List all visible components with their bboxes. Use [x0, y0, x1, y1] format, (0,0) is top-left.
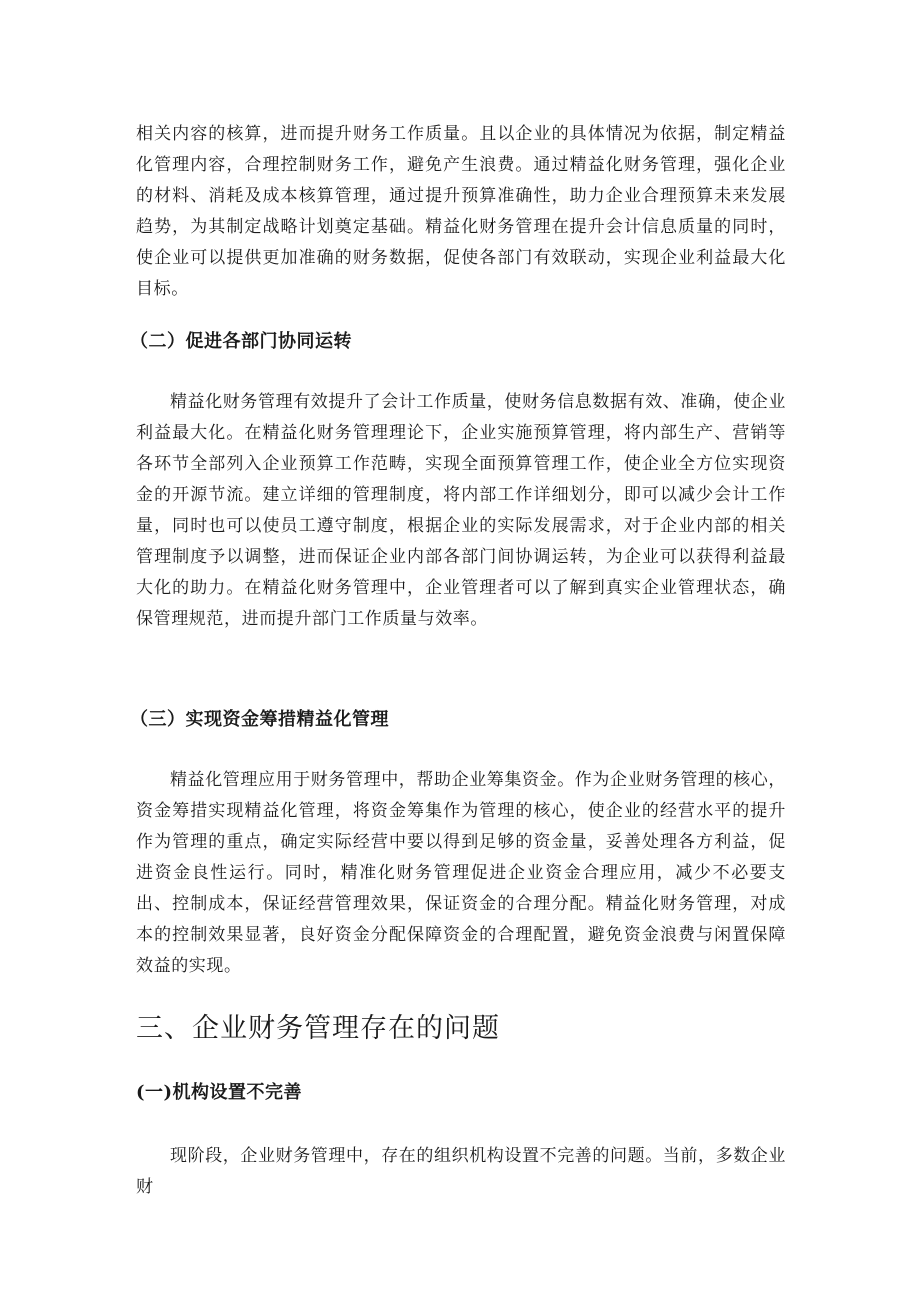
subheading-fund-raising: （三）实现资金筹措精益化管理: [130, 709, 389, 730]
paragraph-fund-raising: 精益化管理应用于财务管理中，帮助企业筹集资金。作为企业财务管理的核心，资金筹措实现精益化管理，将资金筹集作为管理的核心，使企业的经营水平的提升作为管理的重点，确定实际经营中要以得到足够的资金量，妥善处理各方利益，促进资金良性运行。同时，精准化财务管理促进企业资金合理应用，减少不必要支出、控制成本，保证经营管理效果，保证资金的合理分配。精益化财务管理，对成本的控制效果显著，良好资金分配保障资金的合理配置，避免资金浪费与闲置保障效益的实现。: [136, 770, 786, 976]
section-heading-problems: 三、企业财务管理存在的问题: [136, 1013, 500, 1044]
subheading-organization: (一)机构设置不完善: [136, 1082, 303, 1103]
paragraph-department-coordination: 精益化财务管理有效提升了会计工作质量，使财务信息数据有效、准确，使企业利益最大化。在精益化财务管理理论下，企业实施预算管理，将内部生产、营销等各环节全部列入企业预算工作范畴，实现全面预算管理工作，使企业全方位实现资金的开源节流。建立详细的管理制度，将内部工作详细划分，即可以减少会计工作量，同时也可以使员工遵守制度，根据企业的实际发展需求，对于企业内部的相关管理制度予以调整，进而保证企业内部各部门间协调运转，为企业可以获得利益最大化的助力。在精益化财务管理中，企业管理者可以了解到真实企业管理状态，确保管理规范，进而提升部门工作质量与效率。: [136, 392, 786, 629]
paragraph-lean-accounting: 相关内容的核算，进而提升财务工作质量。且以企业的具体情况为依据，制定精益化管理内容，合理控制财务工作，避免产生浪费。通过精益化财务管理，强化企业的材料、消耗及成本核算管理，通过提升预算准确性，助力企业合理预算未来发展趋势，为其制定战略计划奠定基础。精益化财务管理在提升会计信息质量的同时，使企业可以提供更加准确的财务数据，促使各部门有效联动，实现企业利益最大化目标。: [136, 124, 786, 299]
paragraph-organization: 现阶段，企业财务管理中，存在的组织机构设置不完善的问题。当前，多数企业财: [136, 1146, 786, 1197]
subheading-department-coordination: （二）促进各部门协同运转: [130, 331, 352, 352]
